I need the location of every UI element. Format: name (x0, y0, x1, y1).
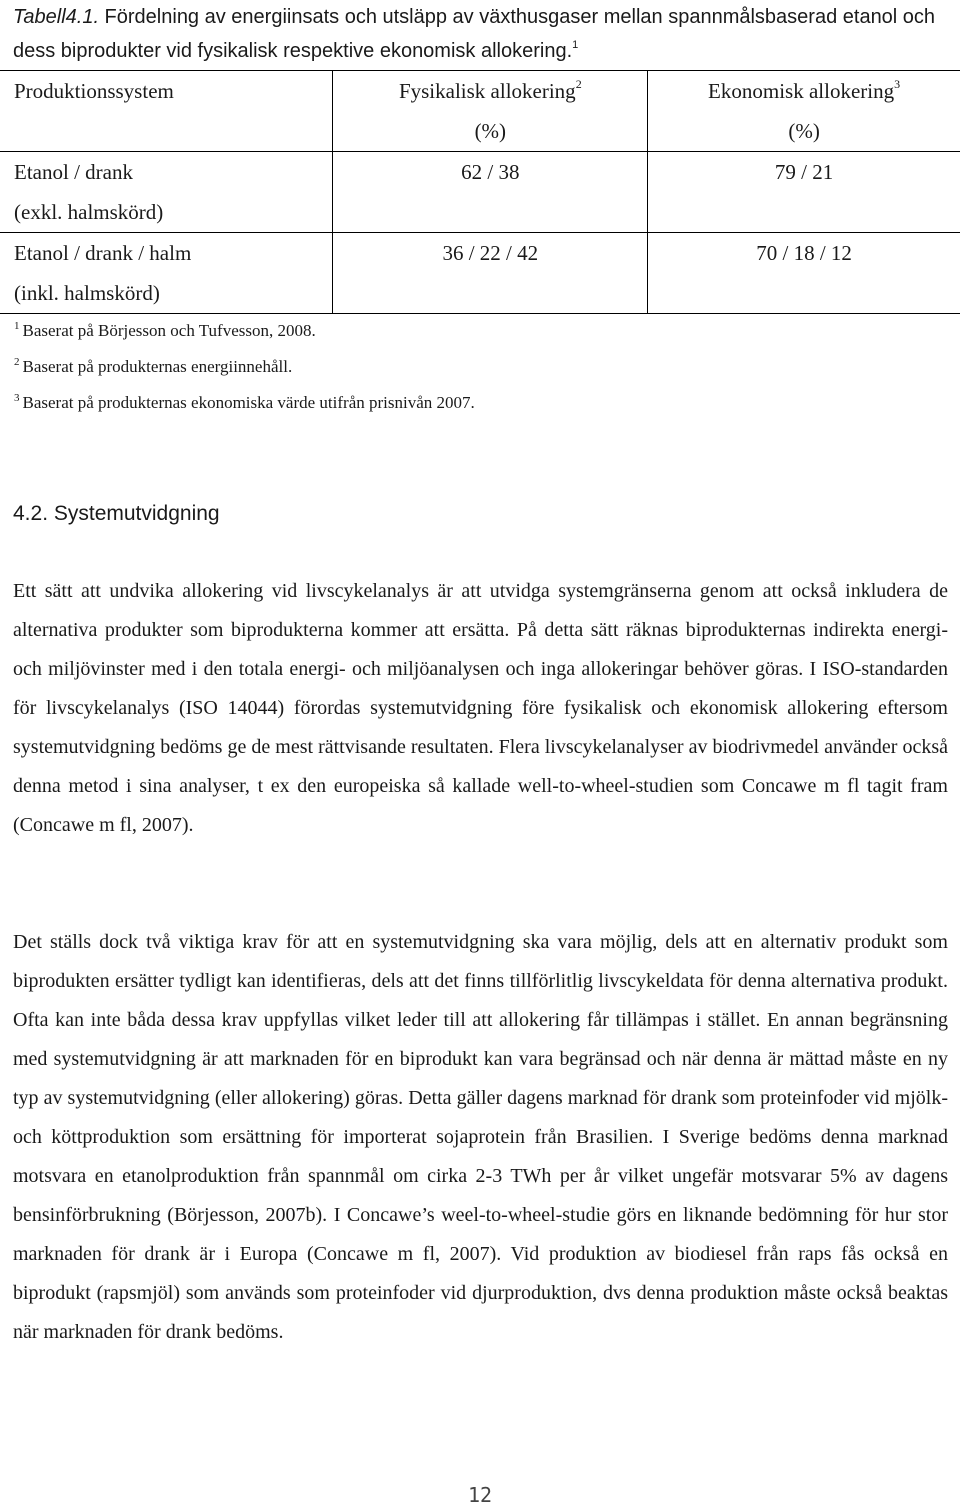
row-system-name: Etanol / drank / halm (14, 241, 192, 265)
header-economic-allocation: Ekonomisk allokering$^3$ (648, 71, 960, 112)
body-paragraph: Det ställs dock två viktiga krav för att en systemutvidgning ska vara möjlig, dels att en alternativ produkt som biprodukten ersätter tydligt kan identifieras, dels att det finns tillförlitlig livscykeldata för denna alternativa produkt. Ofta kan inte båda dessa krav uppfyllas vilket leder till att allokering får tillämpas i stället. En annan begränsning med systemutvidgning är att marknaden för en biprodukt kan vara begränsad och när denna är mättad måste en ny typ av systemutvidgning (eller allokering) göras. Detta gäller dagens marknad för drank som proteinfoder vid mjölk- och köttproduktion som ersättning för importerat sojaprotein från Brasilien. I Sverige bedöms denna marknad motsvara en etanolproduktion från spannmål om cirka 2-3 TWh per år vilket ungefär motsvarar 5% av dagens bensinförbrukning (Börjesson, 2007b). I Concawe’s weel-to-wheel-studie görs en liknande bedömning för hur stor marknaden för drank är i Europa (Concawe m fl, 2007). Vid produktion av biodiesel från raps fås också en biprodukt (rapsmjöl) som används som proteinfoder vid djurproduktion, dvs denna produktion måste också beaktas när marknaden för drank bedöms. (13, 931, 948, 1343)
table-header-row (0, 71, 960, 112)
footnote: $^1$ Baserat på Börjesson och Tufvesson, 2008. (14, 320, 316, 340)
row-physical-value: 36 / 22 / 42 (333, 233, 648, 274)
unit-empty-cell (0, 111, 333, 152)
table-unit-row (0, 111, 960, 152)
table-footnotes (14, 313, 475, 421)
row-physical-value: 62 / 38 (333, 152, 648, 193)
allocation-table (0, 70, 960, 314)
row-economic-value: 70 / 18 / 12 (756, 241, 852, 265)
header-physical-unit: (%) (333, 111, 648, 152)
header-production-system: Produktionssystem (0, 71, 333, 112)
header-economic-unit: (%) (648, 111, 960, 152)
body-paragraph: Ett sätt att undvika allokering vid livscykelanalys är att utvidga systemgränserna genom att också inkludera de alternativa produkter som biprodukterna kommer att ersätta. På detta sätt räknas biprodukternas indirekta energi- och miljövinster med i den totala energi- och miljöanalysen och inga allokeringar behöver göras. I ISO-standarden för livscykelanalys (ISO 14044) förordas systemutvidgning före fysikalisk och ekonomisk allokering eftersom systemutvidgning bedöms ge de mest rättvisande resultaten. Flera livscykelanalyser av biodrivmedel använder också denna metod i sina analyser, t ex den europeiska så kallade well-to-wheel-studien som Concawe m fl tagit fram (Concawe m fl, 2007). (13, 580, 948, 836)
row-empty-cell (333, 273, 648, 314)
row-economic-value: 79 / 21 (774, 160, 834, 184)
row-empty-cell (333, 192, 648, 233)
page-number: 12 (467, 1483, 493, 1507)
header-physical-allocation: Fysikalisk allokering$^2$ (333, 71, 648, 112)
table-caption-label: Tabell4.1. (13, 6, 99, 28)
table-row-note (0, 192, 960, 233)
table-caption (13, 0, 948, 68)
table-row (0, 152, 960, 193)
row-empty-cell (648, 273, 960, 314)
row-system-name: Etanol / drank (14, 160, 133, 184)
row-system-note: (exkl. halmskörd) (0, 192, 333, 233)
footnote: $^2$ Baserat på produkternas energiinnehåll. (14, 356, 293, 376)
row-system-note: (inkl. halmskörd) (0, 273, 333, 314)
table-caption-footnote-ref: 1 (572, 39, 579, 51)
footnote: $^3$ Baserat på produkternas ekonomiska värde utifrån prisnivån 2007. (14, 392, 475, 412)
section-heading: 4.2. Systemutvidgning (13, 502, 220, 525)
row-empty-cell (648, 192, 960, 233)
table-row-note (0, 273, 960, 314)
table-row (0, 233, 960, 274)
table-caption-text: Fördelning av energiinsats och utsläpp av växthusgaser mellan spannmålsbaserad etanol och dess biprodukter vid fysikalisk respektive ekonomisk allokering. (13, 6, 936, 62)
